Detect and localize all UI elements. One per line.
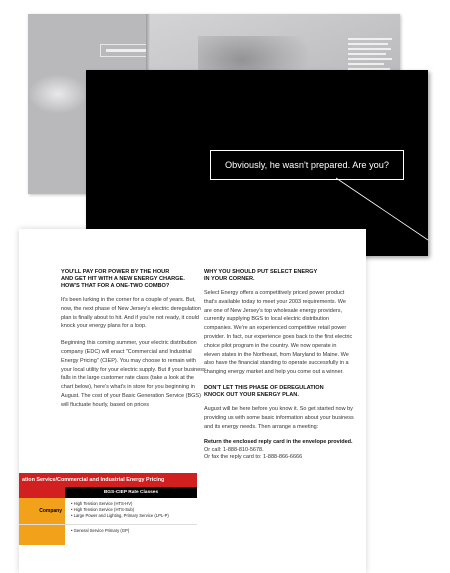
quote-text: Obviously, he wasn't prepared. Are you? <box>225 160 389 170</box>
hand-photo <box>28 74 88 114</box>
rate-class-item: • Large Power and Lighting, Primary Service (LPL-P) <box>71 513 169 518</box>
right-column <box>204 269 354 470</box>
table-row-category: Company <box>19 498 65 524</box>
table-row-items <box>65 498 197 524</box>
left-paragraph-2: Beginning this coming summer, your electric distribution company (EDC) will enact "Commercial and Industrial Energy Pricing" (CIEP). You may choose to remain with your local utility for your electric supply. But if your business falls in the large customer rate class (take a look at the chart below), here's what's in store for you beginning in August. The cost of your Basic Generation Service (BGS) will fluctuate hourly, based on prices <box>61 340 206 408</box>
right-paragraph-2: August will be here before you know it. So get started now by providing us with some basic information about your business and its energy needs. Then arrange a meeting: <box>204 405 354 430</box>
table-subheader-left <box>19 487 65 498</box>
rate-class-item: • General Service Primary (GP) <box>71 528 130 533</box>
table-subheader-row <box>19 487 197 498</box>
left-column <box>61 269 206 418</box>
right-paragraph-1: Select Energy offers a competitively priced power product that's available today to meet your 2003 requirements. We are one of New Jersey's top wholesale energy providers, currently supplying BGS to local electric distribution companies. We're an experienced competitive retail power provider. In fact, our experience goes back to the first electric choice pilot program in the country. We now operate in eleven states in the Northeast, from Maryland to Maine. We also have the financial standing to operate successfully in a changing energy market and help you come out a winner. <box>204 290 353 376</box>
left-heading: YOU'LL PAY FOR POWER BY THE HOUR AND GET HIT WITH A NEW ENERGY CHARGE. HOW'S THAT FOR A ONE-TWO COMBO? <box>61 269 185 289</box>
fax-line: Or fax the reply card to: 1-888-866-6666 <box>204 454 303 461</box>
left-paragraph-1: It's been lurking in the corner for a couple of years. But, now, the next phase of New Jersey's electric deregulation plan is finally about to hit. And if you're not ready, it could knock your energy plans for a loop. <box>61 297 201 330</box>
rate-class-item: • High Tension Service (HTS-HV) <box>71 501 133 506</box>
call-line: Or call: 1-888-810-5678. <box>204 446 264 453</box>
table-row-category <box>19 525 65 545</box>
right-heading-1: WHY YOU SHOULD PUT SELECT ENERGY IN YOUR CORNER. <box>204 269 318 282</box>
table-row <box>19 498 197 525</box>
table-row-items <box>65 525 197 545</box>
table-title: ation Service/Commercial and Industrial Energy Pricing <box>19 473 197 487</box>
right-heading-2: DON'T LET THIS PHASE OF DEREGULATION KNOCK OUT YOUR ENERGY PLAN. <box>204 384 324 398</box>
right-paragraph-3 <box>204 439 354 462</box>
brochure-page <box>19 229 366 573</box>
reply-card-instruction: Return the enclosed reply card in the envelope provided. <box>204 439 353 446</box>
table-row <box>19 525 197 545</box>
rate-class-table <box>19 473 197 545</box>
table-subheader: BGS-CIEP Rate Classes <box>65 487 197 498</box>
rate-class-item: • High Tension Service (HTS-Sub) <box>71 507 135 512</box>
